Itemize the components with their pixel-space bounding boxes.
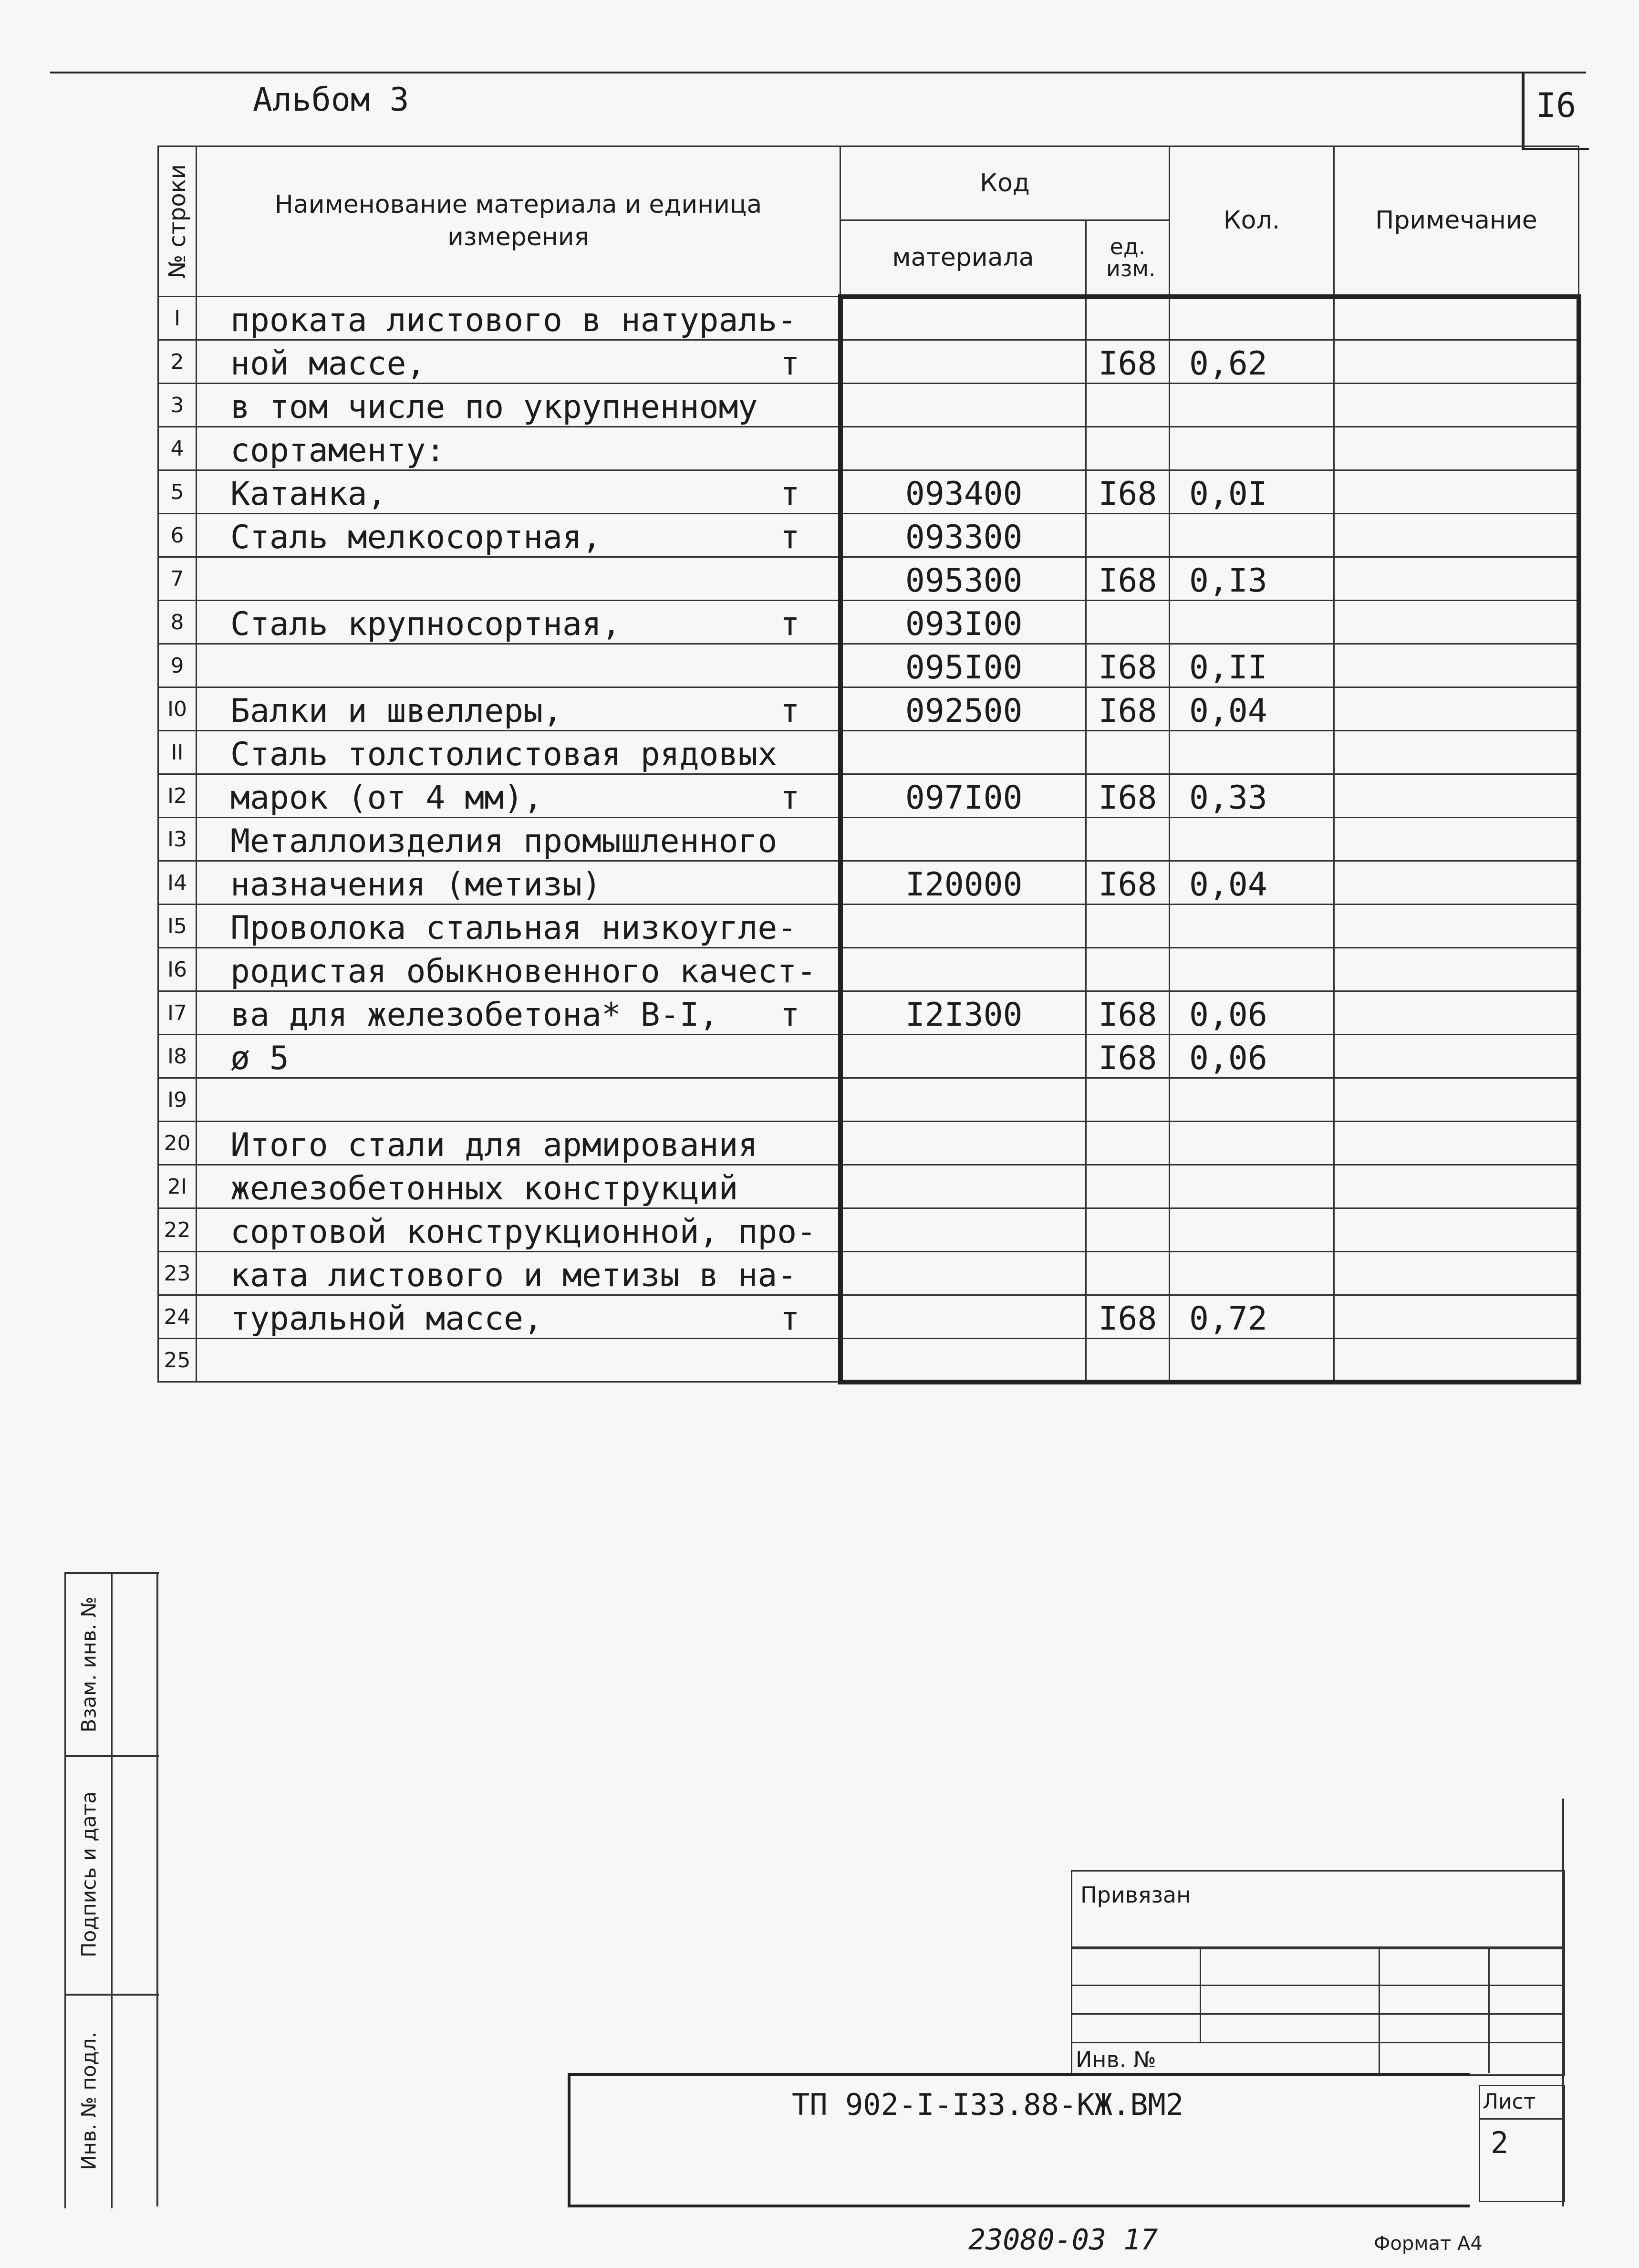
unit-code: I68 bbox=[1086, 774, 1170, 818]
row-number: 9 bbox=[158, 644, 197, 687]
row-number: 20 bbox=[158, 1122, 197, 1165]
table-row bbox=[158, 1165, 1579, 1208]
table-row bbox=[158, 991, 1579, 1035]
quantity: 0,72 bbox=[1170, 1295, 1334, 1339]
unit-code bbox=[1086, 948, 1170, 991]
table-row bbox=[158, 774, 1579, 818]
table-row bbox=[158, 1122, 1579, 1165]
header-row-no: № строки bbox=[158, 146, 197, 297]
measure-unit: т bbox=[780, 779, 800, 817]
table-row bbox=[158, 818, 1579, 861]
material-code bbox=[840, 1252, 1086, 1295]
format-label: Формат А4 bbox=[1374, 2233, 1483, 2255]
material-code: 095300 bbox=[840, 557, 1086, 601]
material-name: Балки и швеллеры, bbox=[230, 692, 562, 730]
quantity bbox=[1170, 731, 1334, 774]
note bbox=[1334, 991, 1579, 1035]
quantity bbox=[1170, 514, 1334, 557]
unit-code bbox=[1086, 905, 1170, 948]
material-name: железобетонных конструкций bbox=[230, 1170, 738, 1207]
material-name-cell bbox=[197, 1208, 840, 1252]
table-row bbox=[158, 470, 1579, 514]
row-number: 6 bbox=[158, 514, 197, 557]
material-code bbox=[840, 297, 1086, 340]
table-row bbox=[158, 1339, 1579, 1382]
material-name-cell bbox=[197, 1078, 840, 1122]
table-row bbox=[158, 731, 1579, 774]
note bbox=[1334, 1295, 1579, 1339]
material-name-cell bbox=[197, 384, 840, 427]
measure-unit: т bbox=[780, 692, 800, 730]
note bbox=[1334, 1122, 1579, 1165]
row-number: 3 bbox=[158, 384, 197, 427]
unit-code bbox=[1086, 1208, 1170, 1252]
table-row bbox=[158, 1078, 1579, 1122]
row-number: 5 bbox=[158, 470, 197, 514]
header-code: Код bbox=[840, 146, 1170, 220]
material-code bbox=[840, 384, 1086, 427]
material-name: марок (от 4 мм), bbox=[230, 779, 543, 817]
material-name-cell bbox=[197, 644, 840, 687]
quantity bbox=[1170, 384, 1334, 427]
table-row bbox=[158, 687, 1579, 731]
material-name: проката листового в натураль- bbox=[230, 302, 797, 339]
unit-code bbox=[1086, 731, 1170, 774]
material-name: Сталь толстолистовая рядовых bbox=[230, 736, 778, 773]
quantity: 0,33 bbox=[1170, 774, 1334, 818]
row-number: I4 bbox=[158, 861, 197, 905]
material-name-cell bbox=[197, 1035, 840, 1078]
note bbox=[1334, 1035, 1579, 1078]
note bbox=[1334, 1252, 1579, 1295]
unit-code bbox=[1086, 1078, 1170, 1122]
row-number: II bbox=[158, 731, 197, 774]
left-frame-line bbox=[156, 1572, 158, 2206]
material-name-cell bbox=[197, 1165, 840, 1208]
material-name-cell bbox=[197, 991, 840, 1035]
quantity: 0,II bbox=[1170, 644, 1334, 687]
unit-code: I68 bbox=[1086, 340, 1170, 384]
strip-podpis bbox=[66, 1755, 159, 1996]
quantity bbox=[1170, 1339, 1334, 1382]
document-code: ТП 902-I-I33.88-КЖ.ВМ2 bbox=[792, 2087, 1184, 2122]
material-name-cell bbox=[197, 731, 840, 774]
row-number: I7 bbox=[158, 991, 197, 1035]
measure-unit: т bbox=[780, 996, 800, 1034]
material-name: сортаменту: bbox=[230, 432, 446, 469]
stamp-grid-line bbox=[1071, 2042, 1562, 2043]
material-name-cell bbox=[197, 427, 840, 470]
inv-no-label: Инв. № bbox=[1076, 2047, 1156, 2072]
material-name: сортовой конструкционной, про- bbox=[230, 1213, 817, 1251]
stamp-grid-line bbox=[1379, 1946, 1380, 2073]
material-name-cell bbox=[197, 818, 840, 861]
row-number: 4 bbox=[158, 427, 197, 470]
quantity bbox=[1170, 1165, 1334, 1208]
note bbox=[1334, 470, 1579, 514]
row-number: 2I bbox=[158, 1165, 197, 1208]
note bbox=[1334, 557, 1579, 601]
measure-unit: т bbox=[780, 1300, 800, 1338]
material-name-cell bbox=[197, 905, 840, 948]
row-number: I5 bbox=[158, 905, 197, 948]
material-name-cell bbox=[197, 861, 840, 905]
header-unit: ед. изм. bbox=[1086, 220, 1170, 297]
table-row bbox=[158, 644, 1579, 687]
material-name-cell bbox=[197, 948, 840, 991]
material-code: 095I00 bbox=[840, 644, 1086, 687]
measure-unit: т bbox=[780, 519, 800, 556]
material-name: назначения (метизы) bbox=[230, 866, 602, 904]
material-code bbox=[840, 1122, 1086, 1165]
note bbox=[1334, 818, 1579, 861]
note bbox=[1334, 644, 1579, 687]
note bbox=[1334, 1208, 1579, 1252]
note bbox=[1334, 297, 1579, 340]
strip-vzam bbox=[66, 1574, 159, 1757]
unit-code bbox=[1086, 297, 1170, 340]
material-name-cell bbox=[197, 687, 840, 731]
header-material: материала bbox=[840, 220, 1086, 297]
material-name: ката листового и метизы в на- bbox=[230, 1257, 797, 1294]
strip-inv-podl bbox=[66, 1994, 159, 2208]
row-number: 8 bbox=[158, 601, 197, 644]
material-code bbox=[840, 427, 1086, 470]
material-name-cell bbox=[197, 774, 840, 818]
unit-code: I68 bbox=[1086, 1035, 1170, 1078]
material-code bbox=[840, 1078, 1086, 1122]
material-code bbox=[840, 731, 1086, 774]
quantity bbox=[1170, 948, 1334, 991]
unit-code: I68 bbox=[1086, 470, 1170, 514]
table-row bbox=[158, 1208, 1579, 1252]
list-divider bbox=[1479, 2118, 1562, 2120]
note bbox=[1334, 514, 1579, 557]
note bbox=[1334, 340, 1579, 384]
note bbox=[1334, 427, 1579, 470]
note bbox=[1334, 774, 1579, 818]
table-row bbox=[158, 1295, 1579, 1339]
label-podpis-data: Подпись и дата bbox=[77, 1791, 100, 1957]
unit-code: I68 bbox=[1086, 644, 1170, 687]
material-code bbox=[840, 1295, 1086, 1339]
quantity: 0,04 bbox=[1170, 687, 1334, 731]
quantity bbox=[1170, 297, 1334, 340]
material-code bbox=[840, 1208, 1086, 1252]
row-number: I9 bbox=[158, 1078, 197, 1122]
row-number: 23 bbox=[158, 1252, 197, 1295]
material-name-cell bbox=[197, 297, 840, 340]
note bbox=[1334, 731, 1579, 774]
material-name: Итого стали для армирования bbox=[230, 1126, 758, 1164]
row-number: 7 bbox=[158, 557, 197, 601]
quantity: 0,04 bbox=[1170, 861, 1334, 905]
material-name: Металлоизделия промышленного bbox=[230, 822, 778, 860]
material-code: I2I300 bbox=[840, 991, 1086, 1035]
unit-code: I68 bbox=[1086, 557, 1170, 601]
material-name: Проволока стальная низкоугле- bbox=[230, 909, 797, 947]
measure-unit: т bbox=[780, 475, 800, 513]
quantity: 0,06 bbox=[1170, 1035, 1334, 1078]
table-row bbox=[158, 861, 1579, 905]
row-number: 25 bbox=[158, 1339, 197, 1382]
table-row bbox=[158, 1035, 1579, 1078]
sheet-number: I6 bbox=[1536, 86, 1577, 125]
material-code bbox=[840, 1165, 1086, 1208]
quantity bbox=[1170, 905, 1334, 948]
table-row bbox=[158, 948, 1579, 991]
unit-code bbox=[1086, 601, 1170, 644]
note bbox=[1334, 1165, 1579, 1208]
note bbox=[1334, 861, 1579, 905]
material-code: 092500 bbox=[840, 687, 1086, 731]
unit-code bbox=[1086, 1339, 1170, 1382]
unit-code: I68 bbox=[1086, 687, 1170, 731]
header-rule bbox=[50, 72, 1586, 73]
note bbox=[1334, 601, 1579, 644]
unit-code bbox=[1086, 384, 1170, 427]
material-name-cell bbox=[197, 470, 840, 514]
unit-code bbox=[1086, 1165, 1170, 1208]
material-name: в том числе по укрупненному bbox=[230, 388, 758, 426]
material-name-cell bbox=[197, 1252, 840, 1295]
quantity bbox=[1170, 1208, 1334, 1252]
material-name: Катанка, bbox=[230, 475, 387, 513]
material-code bbox=[840, 818, 1086, 861]
list-label: Лист bbox=[1483, 2090, 1536, 2114]
unit-code bbox=[1086, 1252, 1170, 1295]
left-binding-strip bbox=[64, 1572, 159, 2208]
stamp-grid-line bbox=[1071, 2013, 1562, 2015]
quantity bbox=[1170, 1078, 1334, 1122]
table-row bbox=[158, 1252, 1579, 1295]
row-number: 24 bbox=[158, 1295, 197, 1339]
row-number: I3 bbox=[158, 818, 197, 861]
row-number: I2 bbox=[158, 774, 197, 818]
quantity bbox=[1170, 427, 1334, 470]
material-name-cell bbox=[197, 601, 840, 644]
material-name-cell bbox=[197, 340, 840, 384]
stamp-grid-line bbox=[1200, 1946, 1201, 2042]
unit-code bbox=[1086, 1122, 1170, 1165]
note bbox=[1334, 1078, 1579, 1122]
material-name-cell bbox=[197, 557, 840, 601]
header-name: Наименование материала и единица измерения bbox=[197, 146, 840, 297]
quantity: 0,0I bbox=[1170, 470, 1334, 514]
measure-unit: т bbox=[780, 345, 800, 383]
stamp-grid-line bbox=[1488, 1946, 1490, 2073]
material-name: туральной массе, bbox=[230, 1300, 543, 1338]
material-code: 093400 bbox=[840, 470, 1086, 514]
note bbox=[1334, 948, 1579, 991]
note bbox=[1334, 687, 1579, 731]
unit-code bbox=[1086, 818, 1170, 861]
row-number: I6 bbox=[158, 948, 197, 991]
material-name: родистая обыкновенного качест- bbox=[230, 953, 817, 990]
label-inv-podl: Инв. № подл. bbox=[77, 2032, 100, 2170]
material-name-cell bbox=[197, 1122, 840, 1165]
table-row bbox=[158, 427, 1579, 470]
table-row bbox=[158, 297, 1579, 340]
unit-code bbox=[1086, 427, 1170, 470]
unit-code bbox=[1086, 514, 1170, 557]
material-name-cell bbox=[197, 1339, 840, 1382]
table-row bbox=[158, 905, 1579, 948]
table-row bbox=[158, 340, 1579, 384]
list-number: 2 bbox=[1491, 2125, 1509, 2160]
row-number: 2 bbox=[158, 340, 197, 384]
unit-code: I68 bbox=[1086, 991, 1170, 1035]
stamp-grid-line bbox=[1071, 1985, 1562, 1986]
quantity: 0,I3 bbox=[1170, 557, 1334, 601]
material-name-cell bbox=[197, 514, 840, 557]
row-number: I8 bbox=[158, 1035, 197, 1078]
measure-unit: т bbox=[780, 605, 800, 643]
table-row bbox=[158, 601, 1579, 644]
header-qty: Кол. bbox=[1170, 146, 1334, 297]
note bbox=[1334, 384, 1579, 427]
bottom-number: 23080-03 17 bbox=[968, 2223, 1158, 2257]
material-name: Сталь мелкосортная, bbox=[230, 519, 602, 556]
privyazan-label: Привязан bbox=[1080, 1882, 1191, 1908]
header-note: Примечание bbox=[1334, 146, 1579, 297]
materials-table bbox=[157, 146, 1581, 1384]
material-code bbox=[840, 340, 1086, 384]
row-number: I0 bbox=[158, 687, 197, 731]
label-vzam-inv: Взам. инв. № bbox=[77, 1596, 100, 1733]
material-code bbox=[840, 1339, 1086, 1382]
table-row bbox=[158, 557, 1579, 601]
table-row bbox=[158, 514, 1579, 557]
quantity: 0,62 bbox=[1170, 340, 1334, 384]
material-code: I20000 bbox=[840, 861, 1086, 905]
material-name: Сталь крупносортная, bbox=[230, 605, 621, 643]
material-name: ø 5 bbox=[230, 1040, 289, 1077]
album-title: Альбом 3 bbox=[253, 81, 409, 119]
material-code bbox=[840, 948, 1086, 991]
quantity: 0,06 bbox=[1170, 991, 1334, 1035]
table-row bbox=[158, 384, 1579, 427]
quantity bbox=[1170, 818, 1334, 861]
material-name-cell bbox=[197, 1295, 840, 1339]
quantity bbox=[1170, 601, 1334, 644]
material-code bbox=[840, 1035, 1086, 1078]
quantity bbox=[1170, 1122, 1334, 1165]
note bbox=[1334, 1339, 1579, 1382]
unit-code: I68 bbox=[1086, 861, 1170, 905]
unit-code: I68 bbox=[1086, 1295, 1170, 1339]
quantity bbox=[1170, 1252, 1334, 1295]
material-code: 097I00 bbox=[840, 774, 1086, 818]
material-name: ной массе, bbox=[230, 345, 426, 383]
material-code: 093300 bbox=[840, 514, 1086, 557]
material-code bbox=[840, 905, 1086, 948]
row-number: 22 bbox=[158, 1208, 197, 1252]
note bbox=[1334, 905, 1579, 948]
row-number: I bbox=[158, 297, 197, 340]
material-code: 093I00 bbox=[840, 601, 1086, 644]
material-name: ва для железобетона* В-I, bbox=[230, 996, 719, 1034]
